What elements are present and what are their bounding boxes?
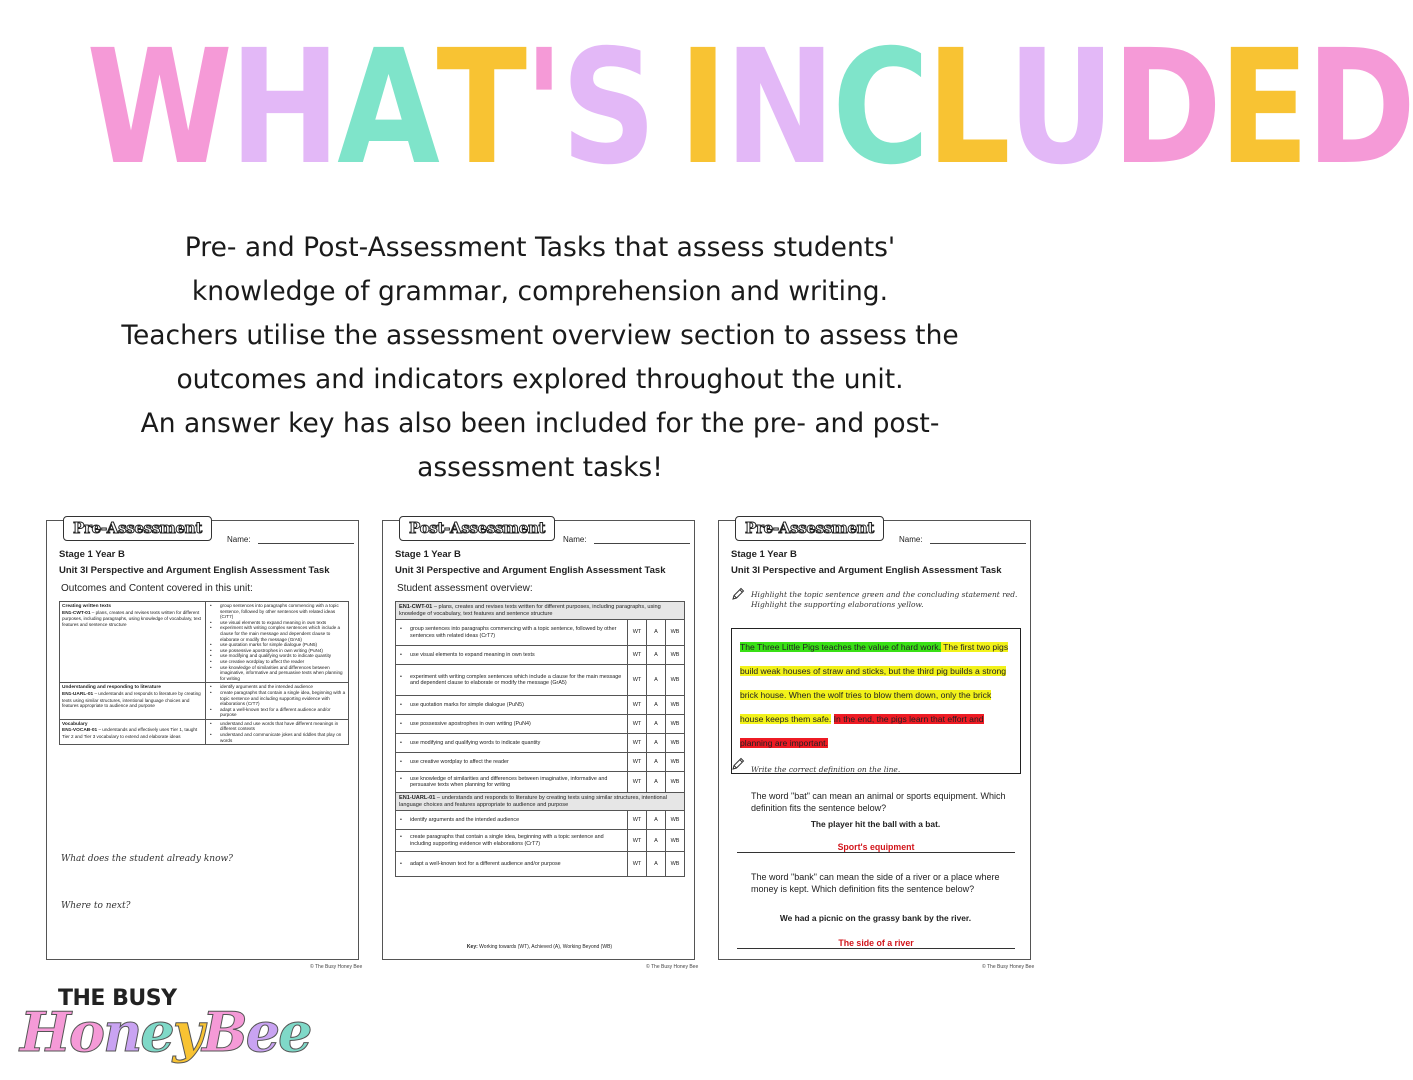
content-point: • identify arguments and the intended audience	[208, 684, 346, 690]
description-line: outcomes and indicators explored throughout the unit.	[176, 364, 904, 395]
content-point: • experiment with writing complex sentences which include a clause for the main message and dependent clause to elaborate or modify the message (GrA5)	[208, 625, 346, 642]
table-row	[60, 683, 349, 720]
table-row	[396, 753, 685, 772]
indicator-text: • adapt a well-known text for a different audience and/or purpose	[396, 852, 628, 877]
table-row	[60, 719, 349, 744]
outcome-heading: Understanding and responding to literature	[62, 685, 161, 691]
prompt-where-next: Where to next?	[61, 901, 131, 911]
instruction-definition: Write the correct definition on the line.	[751, 765, 901, 774]
table-row	[396, 620, 685, 646]
headline-letter: C	[832, 16, 927, 200]
headline-letter: E	[1218, 16, 1306, 200]
outcome-code: EN1-UARL-01	[399, 795, 436, 802]
content-points	[208, 721, 346, 743]
table-row	[396, 734, 685, 753]
indicator-text: • use possessive apostrophes in own writing (PuN4)	[396, 715, 628, 734]
content-point: • use knowledge of similarities and differences between imaginative, informative and persuasive texts when planning for writing	[208, 665, 346, 682]
rating-cell-wb[interactable]: WB	[666, 696, 685, 715]
key-label: Key:	[466, 944, 478, 950]
content-point: • create paragraphs that contain a single idea, beginning with a topic sentence and including supporting evidence with elaborations (CrT7)	[208, 690, 346, 707]
description-line: assessment tasks!	[417, 452, 663, 483]
indicator-text: • use modifying and qualifying words to indicate quantity	[396, 734, 628, 753]
topic-sentence: The Three Little Pigs teaches the value of hard work.	[740, 642, 941, 652]
rating-cell-wt[interactable]: WT	[628, 753, 647, 772]
rating-cell-wb[interactable]: WB	[666, 852, 685, 877]
logo-letter: H	[20, 1000, 70, 1064]
content-point: • use visual elements to expand meaning in own texts	[208, 620, 346, 626]
rating-cell-wt[interactable]: WT	[628, 772, 647, 793]
rating-cell-a[interactable]: A	[647, 646, 666, 665]
table-row	[60, 602, 349, 683]
page-tab-title: Pre-Assessment	[63, 516, 212, 541]
logo-letter: e	[140, 1000, 173, 1064]
highlighted-paragraph	[740, 635, 1016, 755]
rating-cell-a[interactable]: A	[647, 852, 666, 877]
rating-cell-wt[interactable]: WT	[628, 715, 647, 734]
rating-cell-wb[interactable]: WB	[666, 830, 685, 852]
prompt-already-know: What does the student already know?	[61, 854, 234, 864]
instruction-highlight: Highlight the topic sentence green and the concluding statement red. Highlight the supporting elaborations yellow.	[751, 590, 1018, 609]
name-label: Name:	[899, 535, 923, 544]
rating-cell-wb[interactable]: WB	[666, 665, 685, 696]
content-point: • understand and use words that have different meanings in different contexts	[208, 721, 346, 732]
question-bat-sentence: The player hit the ball with a bat.	[810, 819, 941, 829]
content-point: • group sentences into paragraphs commencing with a topic sentence, followed by other sentences with related ideas (CrT7)	[208, 603, 346, 620]
question-bank: The word "bank" can mean the side of a river or a place where money is kept. Which definition fits the sentence below?	[751, 872, 1000, 894]
logo-letter: e	[245, 1000, 279, 1064]
question-bat: The word "bat" can mean an animal or sports equipment. Which definition fits the sentence below?	[751, 791, 1006, 813]
table-row	[396, 715, 685, 734]
outcome-heading: Vocabulary	[62, 721, 88, 727]
rating-cell-wt[interactable]: WT	[628, 646, 647, 665]
key-text: Working towards (WT), Achieved (A), Working Beyond (WB)	[477, 944, 613, 950]
indicator-text: • use creative wordplay to affect the reader	[396, 753, 628, 772]
logo-letter: B	[202, 1000, 246, 1064]
copyright: © The Busy Honey Bee	[310, 964, 363, 970]
rating-cell-wt[interactable]: WT	[628, 811, 647, 830]
indicator-text: • experiment with writing complex sentences which include a clause for the main message and dependent clause to elaborate or modify the message (GrA5)	[396, 665, 628, 696]
page-subtitle: Student assessment overview:	[397, 583, 533, 594]
content-points	[208, 684, 346, 718]
rating-cell-a[interactable]: A	[647, 811, 666, 830]
headline-letter: W	[86, 16, 230, 200]
rating-cell-wt[interactable]: WT	[628, 620, 647, 646]
rating-cell-wt[interactable]: WT	[628, 830, 647, 852]
content-point: • use creative wordplay to affect the reader	[208, 659, 346, 665]
outcome-heading: Creating written texts	[62, 604, 112, 609]
copyright: © The Busy Honey Bee	[982, 964, 1035, 970]
headline-letter: T	[436, 16, 524, 200]
rating-cell-a[interactable]: A	[647, 696, 666, 715]
description	[40, 226, 1040, 490]
copyright: © The Busy Honey Bee	[646, 964, 699, 970]
unit-title: Unit 3l Perspective and Argument English Assessment Task	[731, 565, 1002, 576]
headline-letter: I	[678, 16, 725, 200]
rating-cell-wb[interactable]: WB	[666, 620, 685, 646]
indicator-text: • identify arguments and the intended audience	[396, 811, 628, 830]
indicator-text: • use quotation marks for simple dialogue (PuN5)	[396, 696, 628, 715]
description-line: knowledge of grammar, comprehension and writing.	[191, 276, 889, 307]
content-points	[208, 603, 346, 681]
answer-bank: The side of a river	[737, 938, 1015, 949]
headline-letter: D	[1111, 16, 1219, 200]
headline-letter: '	[523, 16, 561, 200]
stage-label: Stage 1 Year B	[731, 549, 797, 560]
pencil-icon	[731, 757, 745, 771]
rating-cell-wb[interactable]: WB	[666, 646, 685, 665]
table-row	[396, 665, 685, 696]
rating-cell-a[interactable]: A	[647, 715, 666, 734]
headline-letter: S	[560, 16, 654, 200]
supporting-elaborations: The first two pigs build weak houses of straw and sticks, but the third pig builds a strong brick house. When the wolf tries to blow them down, only the brick house keeps them safe.	[740, 642, 1009, 724]
content-point: • use quotation marks for simple dialogue (PuN5)	[208, 642, 346, 648]
table-row	[396, 696, 685, 715]
table-row	[396, 646, 685, 665]
outcomes-table	[59, 601, 349, 745]
rating-cell-wt[interactable]: WT	[628, 852, 647, 877]
indicator-text: • group sentences into paragraphs commencing with a topic sentence, followed by other sentences with related ideas (CrT7)	[396, 620, 628, 646]
content-point: • understand and communicate jokes and riddles that play on words	[208, 732, 346, 743]
stage-label: Stage 1 Year B	[59, 549, 125, 560]
logo-letter: y	[172, 1000, 203, 1064]
outcome-text: – understands and responds to literature by creating texts using similar structures, intentional language choices and features appropriate to audience and purpose	[62, 690, 201, 709]
rating-cell-wt[interactable]: WT	[628, 696, 647, 715]
page-tab-title: Pre-Assessment	[735, 516, 884, 541]
rating-cell-a[interactable]: A	[647, 620, 666, 646]
unit-title: Unit 3l Perspective and Argument English Assessment Task	[395, 565, 666, 576]
headline-letter: N	[724, 16, 833, 200]
outcome-code: EN1-CWT-01	[399, 604, 433, 610]
description-line: Pre- and Post-Assessment Tasks that assess students'	[184, 232, 896, 263]
stage-label: Stage 1 Year B	[395, 549, 461, 560]
rating-cell-a[interactable]: A	[647, 753, 666, 772]
logo-line1: THE BUSY	[58, 986, 177, 1011]
rating-cell-wb[interactable]: WB	[666, 772, 685, 793]
outcome-text: – understands and effectively uses Tier 1, taught Tier 2 and Tier 3 vocabulary to extend and elaborate ideas	[62, 727, 198, 740]
rating-cell-wb[interactable]: WB	[666, 811, 685, 830]
content-point: • adapt a well-known text for a different audience and/or purpose	[208, 707, 346, 718]
answer-bat: Sport's equipment	[737, 842, 1015, 853]
page-tab-title: Post-Assessment	[399, 516, 555, 541]
rating-cell-a[interactable]: A	[647, 772, 666, 793]
indicator-text: • use knowledge of similarities and differences between imaginative, informative and persuasive texts when planning for writing	[396, 772, 628, 793]
page-subtitle: Outcomes and Content covered in this unit:	[61, 583, 253, 594]
rating-cell-wt[interactable]: WT	[628, 734, 647, 753]
outcome-code: EN1-VOCAB-01	[62, 728, 98, 734]
name-label: Name:	[227, 535, 251, 544]
headline-letter: D	[1305, 16, 1413, 200]
outcome-text: – plans, creates and revises texts written for different purposes, including paragraphs, using knowledge of vocabulary, text features and sentence structure	[62, 609, 202, 627]
logo-letter: o	[69, 1000, 104, 1064]
rating-cell-wb[interactable]: WB	[666, 734, 685, 753]
preview-page-post-assessment-overview	[382, 520, 695, 960]
rating-cell-a[interactable]: A	[647, 734, 666, 753]
outcome-header-row	[396, 793, 685, 811]
rating-cell-wb[interactable]: WB	[666, 753, 685, 772]
rating-cell-wb[interactable]: WB	[666, 715, 685, 734]
description-line: An answer key has also been included for the pre- and post-	[140, 408, 940, 439]
unit-title: Unit 3l Perspective and Argument English Assessment Task	[59, 565, 330, 576]
name-label: Name:	[563, 535, 587, 544]
paragraph-box	[731, 628, 1021, 774]
table-row	[396, 811, 685, 830]
rating-cell-a[interactable]: A	[647, 665, 666, 696]
description-line: Teachers utilise the assessment overview section to assess the	[121, 320, 959, 351]
logo-letter: n	[103, 1000, 141, 1064]
rating-cell-a[interactable]: A	[647, 830, 666, 852]
table-row	[396, 772, 685, 793]
name-line	[258, 543, 354, 544]
content-point: • use modifying and qualifying words to indicate quantity	[208, 653, 346, 659]
outcome-text: – understands and responds to literature by creating texts using similar structures, intentional language choices and features appropriate to audience and purpose	[399, 795, 668, 808]
headline-letter: H	[229, 16, 338, 200]
table-row	[396, 830, 685, 852]
rating-key	[383, 944, 696, 950]
outcome-header-row	[396, 602, 685, 620]
logo-line2	[20, 1000, 310, 1064]
preview-page-pre-assessment-outcomes	[46, 520, 359, 960]
rating-cell-wt[interactable]: WT	[628, 665, 647, 696]
name-line	[930, 543, 1026, 544]
headline-letter: A	[337, 16, 437, 200]
question-bank-sentence: We had a picnic on the grassy bank by the river.	[779, 913, 972, 923]
headline-letter: U	[1007, 16, 1112, 200]
pencil-icon	[731, 587, 745, 601]
logo-letter: e	[278, 1000, 311, 1064]
content-point: • use possessive apostrophes in own writing (PuN4)	[208, 648, 346, 654]
assessment-overview-table	[395, 601, 685, 877]
outcome-code: EN1-CWT-01	[62, 610, 91, 616]
outcome-text: – plans, creates and revises texts written for different purposes, including paragraphs, using knowledge of vocabulary, text features and sentence structure	[399, 604, 661, 617]
headline-letter	[653, 18, 678, 198]
table-row	[396, 852, 685, 877]
headline-letter: L	[926, 16, 1008, 200]
headline-title	[86, 16, 1413, 200]
name-line	[594, 543, 690, 544]
preview-page-pre-assessment-answers	[718, 520, 1031, 960]
indicator-text: • use visual elements to expand meaning in own texts	[396, 646, 628, 665]
concluding-statement: In the end, the pigs learn that effort and planning are important.	[740, 714, 984, 748]
outcome-code: EN1-UARL-01	[62, 691, 94, 697]
indicator-text: • create paragraphs that contain a single idea, beginning with a topic sentence and including supporting evidence with elaborations (CrT7)	[396, 830, 628, 852]
